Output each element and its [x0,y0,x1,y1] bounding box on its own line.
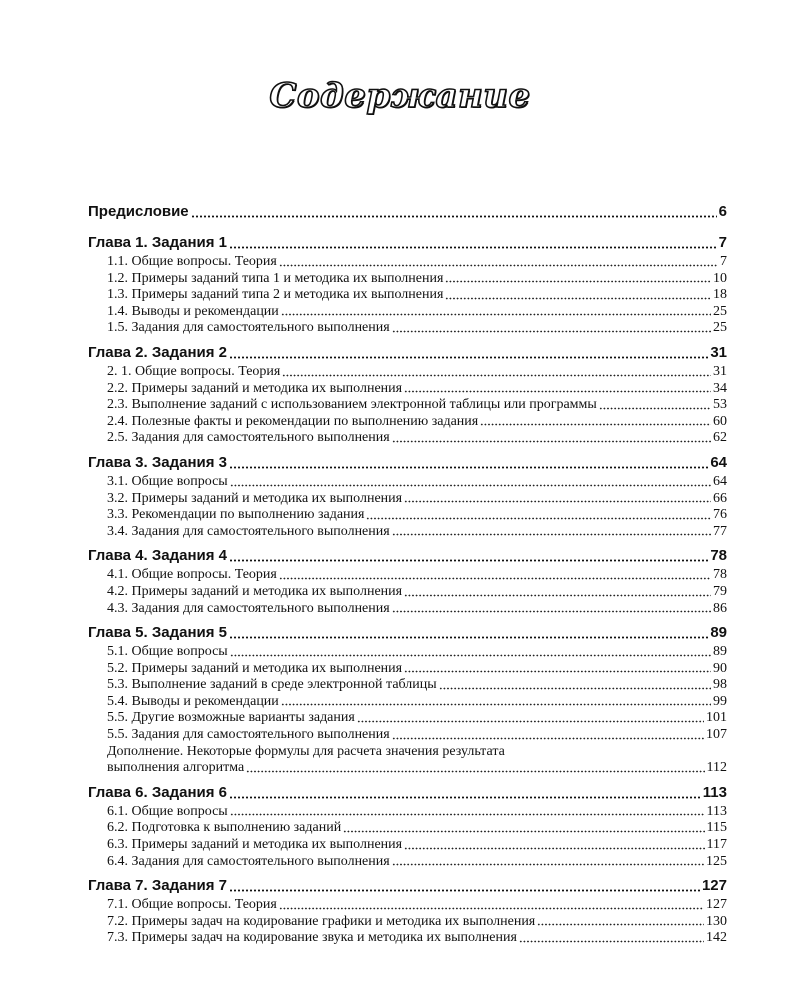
dot-leader [229,349,708,359]
entry-title: 6.2. Подготовка к выполнению заданий [107,820,342,836]
page-number: 34 [713,380,727,396]
entry-title: 2.3. Выполнение заданий с использованием электронной таблицы или программы [107,397,597,413]
toc-chapter-entry[interactable] [88,342,727,364]
entry-title: 1.1. Общие вопросы. Теория [107,254,277,269]
dot-leader [445,290,711,300]
entry-title: 4.1. Общие вопросы. Теория [107,567,277,583]
dot-leader [281,696,711,706]
page-number: 60 [713,413,727,429]
page-number: 98 [713,677,727,693]
dot-leader [392,433,711,443]
dot-leader [404,493,711,503]
page-number: 62 [713,430,727,446]
page-number: 64 [710,453,727,471]
entry-title: 1.2. Примеры заданий типа 1 и методика их выполнения [107,270,444,286]
page-number: 6 [718,203,727,220]
toc-section-entry[interactable] [88,320,727,337]
toc-chapter-entry[interactable] [88,875,727,897]
page-number: 78 [710,547,727,565]
entry-title: Глава 3. Задания 3 [88,453,227,471]
dot-leader [229,789,701,799]
dot-leader [357,713,704,723]
dot-leader [599,400,711,410]
dot-leader [279,257,718,267]
dot-leader [230,647,711,657]
page-number: 76 [713,507,727,523]
page-number: 53 [713,397,727,413]
page-number: 112 [706,760,727,776]
page-number: 31 [710,343,727,361]
page-number: 101 [706,710,727,726]
toc-section-entry[interactable] [88,661,727,678]
entry-title: 1.4. Выводы и рекомендации [107,303,279,319]
page-number: 127 [701,877,727,895]
dot-leader [230,477,711,487]
toc-section-entry[interactable] [88,854,727,871]
toc-section-entry[interactable] [88,524,727,541]
toc-section-entry[interactable] [88,710,727,727]
entry-title: 5.3. Выполнение заданий в среде электронной таблицы [107,677,437,693]
dot-leader [279,570,711,580]
toc-chapter-entry[interactable] [88,232,727,254]
dot-leader [480,416,711,426]
entry-title: 5.4. Выводы и рекомендации [107,693,279,709]
toc-chapter-entry[interactable] [88,545,727,567]
toc-section-entry[interactable] [88,364,727,381]
dot-leader [229,459,708,469]
dot-leader [404,840,704,850]
page-number: 107 [706,727,727,743]
page-number: 90 [713,660,727,676]
dot-leader [279,900,704,910]
dot-leader [229,882,700,892]
dot-leader [445,273,711,283]
entry-title: 4.2. Примеры заданий и методика их выполнения [107,583,403,599]
dot-leader [229,629,708,639]
toc-section-entry[interactable] [88,897,727,914]
entry-title: 6.1. Общие вопросы [107,803,228,819]
dot-leader [392,856,704,866]
entry-title: 3.3. Рекомендации по выполнению задания [107,507,365,523]
dot-leader [282,367,711,377]
dot-leader [392,730,704,740]
entry-title: Глава 7. Задания 7 [88,877,227,895]
page-number: 113 [702,783,727,801]
toc-section-entry[interactable] [88,304,727,321]
page-number: 64 [713,473,727,489]
toc-section-entry[interactable] [88,930,727,947]
toc-section-entry[interactable] [88,271,727,288]
dot-leader [439,680,711,690]
toc-section-entry[interactable] [88,760,727,777]
entry-title: Глава 1. Задания 1 [88,234,227,251]
page-number: 10 [713,270,727,286]
entry-title: 7.1. Общие вопросы. Теория [107,897,277,913]
toc-section-entry[interactable] [88,414,727,431]
entry-title: Глава 4. Задания 4 [88,547,227,565]
entry-title: выполнения алгоритма [107,760,245,776]
page-number: 117 [706,837,727,853]
dot-leader [230,806,705,816]
page-title: Содержание [269,76,531,116]
toc-section-entry[interactable] [88,430,727,447]
toc-section-entry[interactable] [88,694,727,711]
table-of-contents [88,201,727,947]
entry-title: 4.3. Задания для самостоятельного выполнения [107,600,390,616]
dot-leader [191,208,717,218]
entry-title: Дополнение. Некоторые формулы для расчета значения результата [107,743,505,759]
dot-leader [229,239,717,249]
toc-chapter-entry[interactable] [88,622,727,644]
toc-section-entry[interactable] [88,744,727,761]
entry-title: 1.3. Примеры заданий типа 2 и методика их выполнения [107,287,444,303]
page-number: 25 [713,320,727,336]
toc-section-entry[interactable] [88,644,727,661]
toc-chapter-entry[interactable] [88,201,727,223]
toc-section-entry[interactable] [88,254,727,271]
entry-title: 1.5. Задания для самостоятельного выполнения [107,320,390,336]
entry-title: 2. 1. Общие вопросы. Теория [107,363,281,379]
page-number: 25 [713,303,727,319]
entry-title: 6.4. Задания для самостоятельного выполнения [107,853,390,869]
toc-section-entry[interactable] [88,584,727,601]
toc-section-entry[interactable] [88,567,727,584]
toc-section-entry[interactable] [88,474,727,491]
dot-leader [281,306,711,316]
dot-leader [404,383,711,393]
toc-section-entry[interactable] [88,381,727,398]
dot-leader [392,526,711,536]
entry-title: 3.4. Задания для самостоятельного выполнения [107,523,390,539]
toc-section-entry[interactable] [88,804,727,821]
entry-title: 2.5. Задания для самостоятельного выполнения [107,430,390,446]
toc-section-entry[interactable] [88,601,727,618]
toc-chapter-entry[interactable] [88,782,727,804]
page-number: 31 [713,363,727,379]
entry-title: Глава 2. Задания 2 [88,343,227,361]
entry-title: 7.3. Примеры задач на кодирование звука и методика их выполнения [107,930,517,946]
dot-leader [343,823,704,833]
page-number: 142 [706,930,727,946]
toc-section-entry[interactable] [88,507,727,524]
page-number: 18 [713,287,727,303]
dot-leader [537,916,704,926]
entry-title: Глава 6. Задания 6 [88,783,227,801]
entry-title: 5.5. Другие возможные варианты задания [107,710,355,726]
toc-section-entry[interactable] [88,287,727,304]
dot-leader [519,933,704,943]
entry-title: 3.1. Общие вопросы [107,473,228,489]
dot-leader [392,323,711,333]
page-number: 127 [706,897,727,913]
dot-leader [404,663,711,673]
dot-leader [366,510,711,520]
entry-title: 5.2. Примеры заданий и методика их выполнения [107,660,403,676]
toc-section-entry[interactable] [88,820,727,837]
entry-title: 2.4. Полезные факты и рекомендации по выполнению задания [107,413,479,429]
page-number: 113 [706,803,727,819]
entry-title: 6.3. Примеры заданий и методика их выполнения [107,837,403,853]
entry-title: Глава 5. Задания 5 [88,624,227,642]
toc-section-entry[interactable] [88,397,727,414]
toc-chapter-entry[interactable] [88,452,727,474]
entry-title: 2.2. Примеры заданий и методика их выполнения [107,380,403,396]
toc-section-entry[interactable] [88,677,727,694]
entry-title: 3.2. Примеры заданий и методика их выполнения [107,490,403,506]
entry-title: Предисловие [88,203,189,220]
page-number: 115 [706,820,727,836]
page-number: 79 [713,583,727,599]
toc-section-entry[interactable] [88,837,727,854]
page-number: 89 [713,644,727,660]
page-number: 125 [706,853,727,869]
page-number: 86 [713,600,727,616]
toc-section-entry[interactable] [88,491,727,508]
entry-title: 7.2. Примеры задач на кодирование графики и методика их выполнения [107,913,536,929]
page-number: 89 [710,624,727,642]
dot-leader [392,603,711,613]
entry-title: 5.1. Общие вопросы [107,644,228,660]
page-number: 66 [713,490,727,506]
page-number: 99 [713,693,727,709]
toc-section-entry[interactable] [88,727,727,744]
page-number: 130 [706,913,727,929]
page-number: 77 [713,523,727,539]
entry-title: 5.5. Задания для самостоятельного выполнения [107,727,390,743]
page-number: 78 [713,567,727,583]
toc-section-entry[interactable] [88,914,727,931]
dot-leader [404,587,711,597]
dot-leader [229,552,708,562]
dot-leader [246,763,704,773]
page-number: 7 [720,254,727,269]
page-number: 7 [718,234,727,251]
